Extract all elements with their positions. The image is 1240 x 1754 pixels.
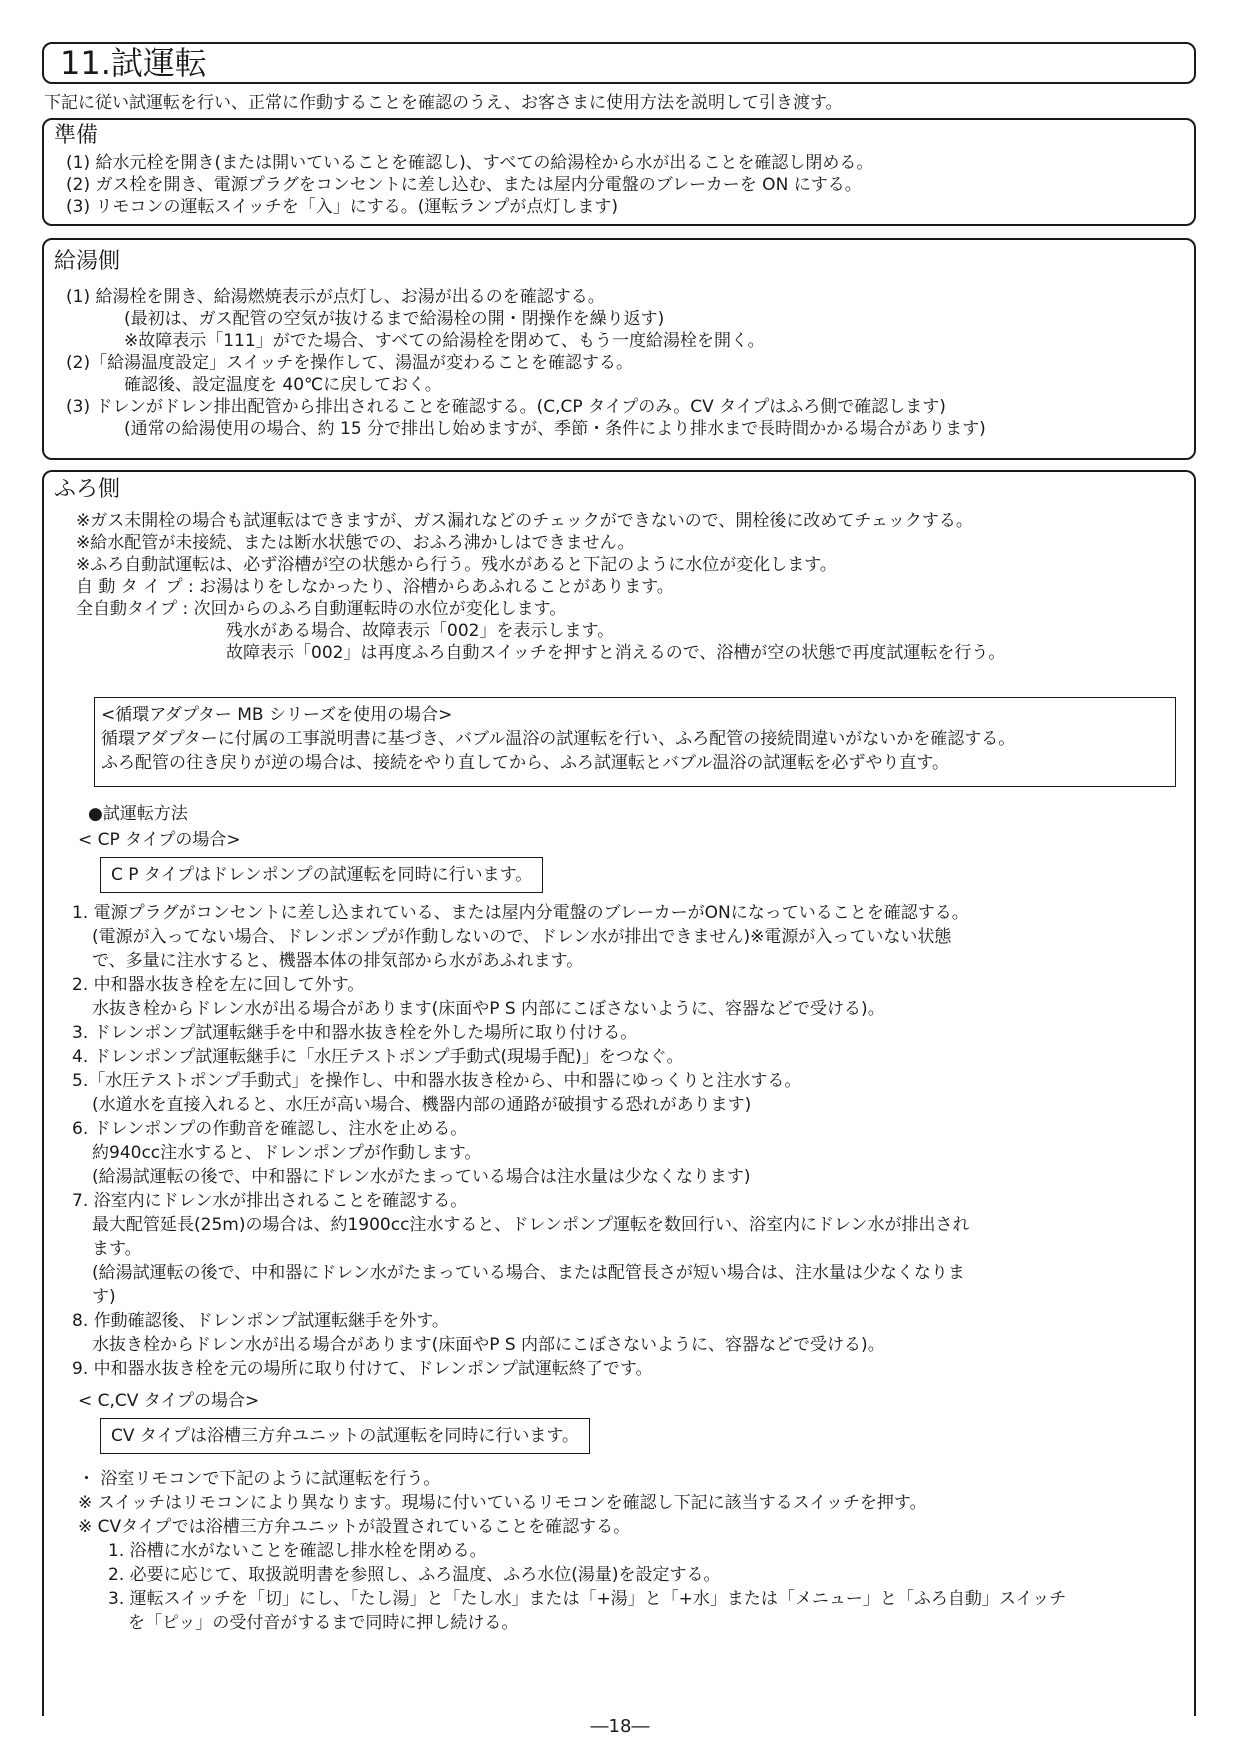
section-title: 給湯側: [54, 249, 121, 274]
cv-step: 2. 必要に応じて、取扱説明書を参照し、ふろ温度、ふろ水位(湯量)を設定する。: [108, 1565, 721, 1585]
adapter-line: 循環アダプターに付属の工事説明書に基づき、バブル温浴の試運転を行い、ふろ配管の接続間違いがないかを確認する。: [101, 729, 1016, 749]
cp-box: C P タイプはドレンポンプの試運転を同時に行います。: [100, 857, 543, 893]
cv-note: ※ スイッチはリモコンにより異なります。現場に付いているリモコンを確認し下記に該当するスイッチを押す。: [78, 1493, 927, 1513]
page-title: 11.試運転: [42, 42, 1196, 84]
cp-step: す): [92, 1287, 116, 1307]
cp-step: 6. ドレンポンプの作動音を確認し、注水を止める。: [72, 1119, 468, 1139]
cp-step: 1. 電源プラグがコンセントに差し込まれている、または屋内分電盤のブレーカーがONになっていることを確認する。: [72, 903, 969, 923]
section-kyuto: [42, 238, 1196, 460]
section-title: ふろ側: [54, 477, 121, 502]
furo-note: 故障表示「002」は再度ふろ自動スイッチを押すと消えるので、浴槽が空の状態で再度試運転を行う。: [226, 643, 1006, 663]
cp-step: 水抜き栓からドレン水が出る場合があります(床面やP S 内部にこぼさないように、容器などで受ける)。: [92, 1335, 885, 1355]
page-number: ―18―: [590, 1716, 650, 1737]
junbi-line: (3) リモコンの運転スイッチを「入」にする。(運転ランプが点灯します): [66, 197, 619, 217]
intro-text: 下記に従い試運転を行い、正常に作動することを確認のうえ、お客さまに使用方法を説明して引き渡す。: [44, 93, 843, 113]
cp-step: 9. 中和器水抜き栓を元の場所に取り付けて、ドレンポンプ試運転終了です。: [72, 1359, 653, 1379]
section-title: 準備: [54, 123, 99, 148]
cp-step: (水道水を直接入れると、水圧が高い場合、機器内部の通路が破損する恐れがあります): [92, 1095, 752, 1115]
cp-step: 7. 浴室内にドレン水が排出されることを確認する。: [72, 1191, 468, 1211]
cv-step: を「ピッ」の受付音がするまで同時に押し続ける。: [128, 1613, 519, 1633]
adapter-line: ふろ配管の往き戻りが逆の場合は、接続をやり直してから、ふろ試運転とバブル温浴の試運転を必ずやり直す。: [101, 753, 949, 773]
furo-note: 全自動タイプ : 次回からのふろ自動運転時の水位が変化します。: [76, 599, 567, 619]
furo-note: ※ガス未開栓の場合も試運転はできますが、ガス漏れなどのチェックができないので、開栓後に改めてチェックする。: [76, 511, 973, 531]
cp-step: 2. 中和器水抜き栓を左に回して外す。: [72, 975, 365, 995]
cp-step: 3. ドレンポンプ試運転継手を中和器水抜き栓を外した場所に取り付ける。: [72, 1023, 638, 1043]
section-junbi: [42, 118, 1196, 226]
kyuto-line: (最初は、ガス配管の空気が抜けるまで給湯栓の開・閉操作を繰り返す): [124, 309, 665, 329]
kyuto-line: 確認後、設定温度を 40℃に戻しておく。: [124, 375, 442, 395]
cp-step: (給湯試運転の後で、中和器にドレン水がたまっている場合は注水量は少なくなります): [92, 1167, 751, 1187]
cp-step: 水抜き栓からドレン水が出る場合があります(床面やP S 内部にこぼさないように、容器などで受ける)。: [92, 999, 885, 1019]
cp-step: (給湯試運転の後で、中和器にドレン水がたまっている場合、または配管長さが短い場合は、注水量は少なくなりま: [92, 1263, 965, 1283]
furo-note: 自 動 タ イ プ : お湯はりをしなかったり、浴槽からあふれることがあります。: [76, 577, 674, 597]
cv-heading: < C,CV タイプの場合>: [78, 1391, 260, 1411]
furo-note: ※ふろ自動試運転は、必ず浴槽が空の状態から行う。残水があると下記のように水位が変化します。: [76, 555, 837, 575]
kyuto-line: (2)「給湯温度設定」スイッチを操作して、湯温が変わることを確認する。: [66, 353, 634, 373]
cp-step: (電源が入ってない場合、ドレンポンプが作動しないので、ドレン水が排出できません)※電源が入っていない状態: [92, 927, 952, 947]
cp-step: で、多量に注水すると、機器本体の排気部から水があふれます。: [92, 951, 584, 971]
furo-note: ※給水配管が未接続、または断水状態での、おふろ沸かしはできません。: [76, 533, 635, 553]
cp-step: ます。: [92, 1239, 142, 1259]
kyuto-line: ※故障表示「111」がでた場合、すべての給湯栓を閉めて、もう一度給湯栓を開く。: [124, 331, 765, 351]
cp-step: 8. 作動確認後、ドレンポンプ試運転継手を外す。: [72, 1311, 449, 1331]
junbi-line: (2) ガス栓を開き、電源プラグをコンセントに差し込む、または屋内分電盤のブレーカーを ON にする。: [66, 175, 862, 195]
cp-step: 最大配管延長(25m)の場合は、約1900cc注水すると、ドレンポンプ運転を数回行い、浴室内にドレン水が排出され: [92, 1215, 970, 1235]
cv-step: 3. 運転スイッチを「切」にし、「たし湯」と「たし水」または「+湯」と「+水」または「メニュー」と「ふろ自動」スイッチ: [108, 1589, 1067, 1609]
kyuto-line: (通常の給湯使用の場合、約 15 分で排出し始めますが、季節・条件により排水まで長時間かかる場合があります): [124, 419, 986, 439]
cp-step: 5.「水圧テストポンプ手動式」を操作し、中和器水抜き栓から、中和器にゆっくりと注水する。: [72, 1071, 802, 1091]
cp-step: 4. ドレンポンプ試運転継手に「水圧テストポンプ手動式(現場手配)」をつなぐ。: [72, 1047, 684, 1067]
furo-note: 残水がある場合、故障表示「002」を表示します。: [226, 621, 615, 641]
kyuto-line: (1) 給湯栓を開き、給湯燃焼表示が点灯し、お湯が出るのを確認する。: [66, 287, 605, 307]
cp-heading: < CP タイプの場合>: [78, 830, 241, 850]
cv-note: ※ CVタイプでは浴槽三方弁ユニットが設置されていることを確認する。: [78, 1517, 631, 1537]
adapter-heading: <循環アダプター MB シリーズを使用の場合>: [101, 705, 453, 725]
junbi-line: (1) 給水元栓を開き(または開いていることを確認し)、すべての給湯栓から水が出ることを確認し閉める。: [66, 153, 874, 173]
cv-note: ・ 浴室リモコンで下記のように試運転を行う。: [78, 1469, 441, 1489]
method-heading: ●試運転方法: [88, 804, 188, 824]
cp-step: 約940cc注水すると、ドレンポンプが作動します。: [92, 1143, 482, 1163]
kyuto-line: (3) ドレンがドレン排出配管から排出されることを確認する。(C,CP タイプのみ。CV タイプはふろ側で確認します): [66, 397, 946, 417]
adapter-note-box: [94, 697, 1176, 787]
cv-step: 1. 浴槽に水がないことを確認し排水栓を閉める。: [108, 1541, 487, 1561]
cv-box: CV タイプは浴槽三方弁ユニットの試運転を同時に行います。: [100, 1418, 590, 1454]
